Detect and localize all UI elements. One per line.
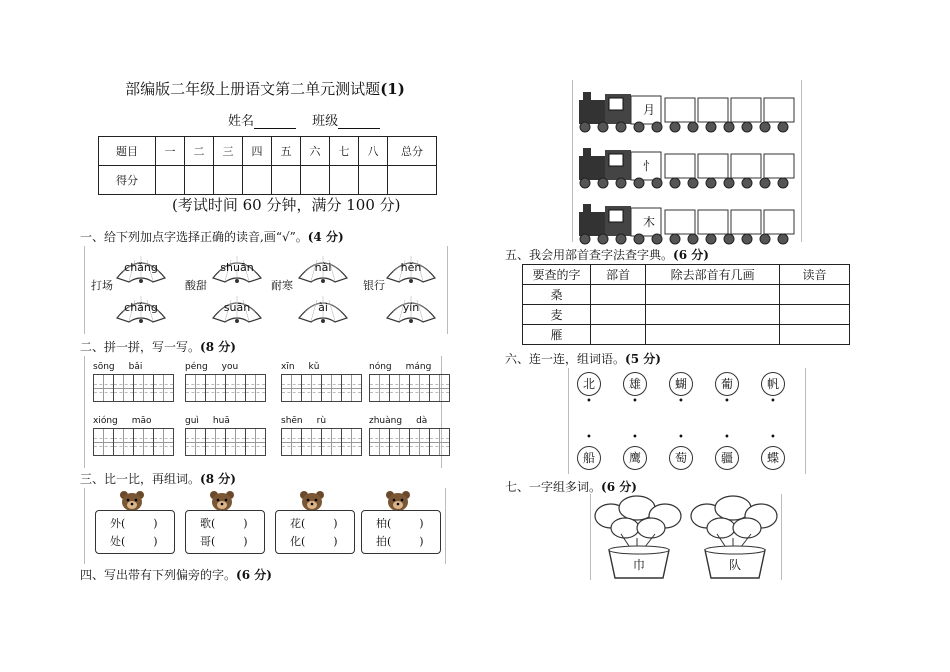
- writing-cell[interactable]: [429, 428, 450, 456]
- dictionary-answer-cell[interactable]: [591, 305, 646, 325]
- target-word: 酸甜: [185, 279, 207, 292]
- dictionary-answer-cell[interactable]: [591, 325, 646, 345]
- pinyin-group: [369, 362, 449, 402]
- pinyin-group: [281, 416, 361, 456]
- section-7-text: 七、一字组多词。: [505, 480, 602, 494]
- dictionary-header-row: [523, 265, 850, 285]
- dictionary-row: [523, 285, 850, 305]
- close-paren: ): [333, 535, 338, 548]
- pinyin-syllable: shēn: [281, 416, 303, 426]
- pinyin-syllable: rù: [316, 416, 327, 426]
- pinyin-syllable: huā: [212, 416, 230, 426]
- section-6-text: 六、连一连，组词语。: [505, 352, 626, 366]
- close-paren: ): [419, 535, 424, 548]
- name-field[interactable]: [254, 116, 296, 129]
- dictionary-header-cell: 要查的字: [523, 265, 591, 285]
- writing-cell[interactable]: [153, 374, 174, 402]
- writing-cell[interactable]: [245, 374, 266, 402]
- page-title: [80, 78, 450, 99]
- match-char-circle[interactable]: 鹰: [623, 446, 647, 470]
- pinyin-fan[interactable]: [383, 292, 439, 324]
- pinyin-group: [185, 416, 265, 456]
- pinyin-fan[interactable]: [295, 292, 351, 324]
- section-5-text: 五、我会用部首查字法查字典。: [505, 248, 674, 262]
- close-paren: ): [153, 535, 158, 548]
- writing-cell[interactable]: [225, 374, 246, 402]
- connect-dot: •: [678, 432, 684, 443]
- dictionary-answer-cell[interactable]: [780, 325, 850, 345]
- compare-card: [361, 510, 441, 554]
- score-header-cell: 总分: [388, 137, 437, 166]
- connect-dot: •: [724, 396, 730, 407]
- section-6-score: (5 分): [625, 352, 661, 366]
- pinyin-row: [369, 416, 449, 428]
- close-paren: ): [243, 535, 248, 548]
- pinyin-writing-panel: [84, 356, 442, 468]
- writing-grid: [369, 374, 449, 402]
- time-note: (考试时间 60 分钟，满分 100 分): [172, 196, 401, 214]
- train-illustration: [577, 198, 797, 246]
- connect-dot: •: [586, 396, 592, 407]
- close-paren: ): [333, 517, 338, 530]
- connect-dot: •: [770, 396, 776, 407]
- pinyin-syllable: xióng: [93, 416, 118, 426]
- pinyin-fan[interactable]: [113, 252, 169, 284]
- writing-cell[interactable]: [369, 428, 390, 456]
- section-5-title: [505, 246, 709, 263]
- pinyin-fan[interactable]: [113, 292, 169, 324]
- score-label-cell: 得分: [99, 166, 156, 195]
- writing-grid: [93, 374, 173, 402]
- lookup-char: 桑: [523, 285, 591, 305]
- dictionary-answer-cell[interactable]: [780, 285, 850, 305]
- compare-char: 拍(: [376, 535, 392, 548]
- lookup-char: 雁: [523, 325, 591, 345]
- compare-char: 外(: [110, 517, 126, 530]
- section-3-text: 三、比一比，再组词。: [80, 472, 201, 486]
- writing-cell[interactable]: [341, 374, 362, 402]
- score-input-cell[interactable]: [301, 166, 330, 195]
- writing-grid: [369, 428, 449, 456]
- fan-pinyin: chǎng: [124, 261, 158, 274]
- dictionary-header-cell: 部首: [591, 265, 646, 285]
- pinyin-syllable: nóng: [369, 362, 392, 372]
- pot-char: 巾: [633, 558, 646, 572]
- writing-grid: [281, 374, 361, 402]
- section-4-title: [80, 566, 272, 583]
- compare-line[interactable]: [376, 515, 424, 531]
- pinyin-syllable: péng: [185, 362, 208, 372]
- pinyin-row: [369, 362, 449, 374]
- connect-dot: •: [770, 432, 776, 443]
- section-2-title: [80, 338, 236, 355]
- pinyin-group: [185, 362, 265, 402]
- train-illustration: [577, 86, 797, 134]
- writing-cell[interactable]: [185, 374, 206, 402]
- title-number: (1): [380, 80, 405, 98]
- score-input-cell[interactable]: [185, 166, 214, 195]
- match-char-circle[interactable]: 葡: [715, 372, 739, 396]
- writing-grid: [185, 428, 265, 456]
- writing-cell[interactable]: [341, 428, 362, 456]
- dictionary-header-cell: 除去部首有几画: [646, 265, 780, 285]
- pinyin-syllable: you: [221, 362, 239, 372]
- score-input-cell[interactable]: [214, 166, 243, 195]
- title-text: 部编版二年级上册语文第二单元测试题: [125, 80, 381, 98]
- dictionary-answer-cell[interactable]: [646, 285, 780, 305]
- writing-cell[interactable]: [133, 374, 154, 402]
- pinyin-syllable: sōng: [93, 362, 115, 372]
- fan-pinyin: yín: [402, 301, 420, 314]
- pinyin-row: [185, 416, 265, 428]
- section-3-title: [80, 470, 236, 487]
- fan-pinyin: hěn: [400, 261, 422, 274]
- section-1-title: [80, 228, 344, 245]
- score-input-cell[interactable]: [272, 166, 301, 195]
- compare-char: 哥(: [200, 535, 216, 548]
- score-header-cell: 七: [330, 137, 359, 166]
- pinyin-group: [93, 362, 173, 402]
- writing-cell[interactable]: [153, 428, 174, 456]
- target-word: 银行: [363, 279, 385, 292]
- compare-char: 柏(: [376, 517, 392, 530]
- writing-cell[interactable]: [93, 428, 114, 456]
- train-illustration: [577, 142, 797, 190]
- fan-pinyin: ài: [318, 301, 328, 314]
- section-5-score: (6 分): [673, 248, 709, 262]
- section-4-text: 四、写出带有下列偏旁的字。: [80, 568, 237, 582]
- pinyin-row: [93, 416, 173, 428]
- match-char-circle[interactable]: 船: [577, 446, 601, 470]
- score-input-cell[interactable]: [388, 166, 437, 195]
- score-input-cell[interactable]: [330, 166, 359, 195]
- section-4-score: (6 分): [236, 568, 272, 582]
- pot-char: 队: [729, 558, 742, 572]
- score-input-cell[interactable]: [156, 166, 185, 195]
- writing-grid: [93, 428, 173, 456]
- writing-cell[interactable]: [409, 428, 430, 456]
- pinyin-row: [93, 362, 173, 374]
- fan-pinyin: shuān: [220, 261, 254, 274]
- pinyin-syllable: bǎi: [128, 362, 143, 372]
- connect-dot: •: [632, 396, 638, 407]
- compare-char: 化(: [290, 535, 306, 548]
- writing-cell[interactable]: [389, 374, 410, 402]
- section-7-title: [505, 478, 637, 495]
- section-6-title: [505, 350, 661, 367]
- fan-pinyin: suān: [223, 301, 251, 314]
- writing-cell[interactable]: [225, 428, 246, 456]
- pinyin-syllable: māo: [131, 416, 152, 426]
- compare-line[interactable]: [376, 533, 424, 549]
- writing-cell[interactable]: [321, 428, 342, 456]
- dictionary-answer-cell[interactable]: [646, 325, 780, 345]
- writing-cell[interactable]: [205, 428, 226, 456]
- writing-cell[interactable]: [205, 374, 226, 402]
- writing-grid: [281, 428, 361, 456]
- writing-cell[interactable]: [93, 374, 114, 402]
- fan-pinyin: nài: [314, 261, 332, 274]
- dictionary-header-cell: 读音: [780, 265, 850, 285]
- pinyin-syllable: guì: [185, 416, 199, 426]
- writing-cell[interactable]: [389, 428, 410, 456]
- compare-line[interactable]: [110, 515, 158, 531]
- dictionary-answer-cell[interactable]: [780, 305, 850, 325]
- connect-dot: •: [724, 432, 730, 443]
- compare-words-panel: [84, 488, 446, 564]
- compare-line[interactable]: [110, 533, 158, 549]
- pinyin-syllable: kǔ: [308, 362, 320, 372]
- match-char-circle[interactable]: 蝶: [761, 446, 785, 470]
- section-7-score: (6 分): [601, 480, 637, 494]
- score-input-cell[interactable]: [359, 166, 388, 195]
- match-char-circle[interactable]: 北: [577, 372, 601, 396]
- compare-line[interactable]: [200, 515, 248, 531]
- score-header-cell: 四: [243, 137, 272, 166]
- writing-cell[interactable]: [281, 374, 302, 402]
- writing-cell[interactable]: [113, 374, 134, 402]
- writing-cell[interactable]: [185, 428, 206, 456]
- pinyin-row: [281, 362, 361, 374]
- compare-char: 花(: [290, 517, 306, 530]
- score-table: [98, 136, 437, 195]
- connect-dot: •: [678, 396, 684, 407]
- pinyin-row: [281, 416, 361, 428]
- section-1-text: 一、给下列加点字选择正确的读音,画“√”。: [80, 230, 308, 244]
- score-input-cell[interactable]: [243, 166, 272, 195]
- flower-pots-panel: [590, 494, 782, 580]
- score-header-cell: 三: [214, 137, 243, 166]
- dictionary-table: [522, 264, 850, 345]
- writing-cell[interactable]: [301, 428, 322, 456]
- close-paren: ): [419, 517, 424, 530]
- close-paren: ): [243, 517, 248, 530]
- pinyin-syllable: xīn: [281, 362, 295, 372]
- dictionary-row: [523, 325, 850, 345]
- match-char-circle[interactable]: 雄: [623, 372, 647, 396]
- match-char-circle[interactable]: 萄: [669, 446, 693, 470]
- compare-card: [95, 510, 175, 554]
- compare-line[interactable]: [290, 533, 338, 549]
- compare-card: [185, 510, 265, 554]
- writing-cell[interactable]: [321, 374, 342, 402]
- match-char-circle[interactable]: 帆: [761, 372, 785, 396]
- pinyin-group: [93, 416, 173, 456]
- match-words-panel: [568, 368, 806, 474]
- writing-cell[interactable]: [429, 374, 450, 402]
- pinyin-fan[interactable]: [295, 252, 351, 284]
- score-header-row: [99, 137, 437, 166]
- pinyin-choice-panel: [84, 246, 448, 334]
- dictionary-row: [523, 305, 850, 325]
- writing-cell[interactable]: [245, 428, 266, 456]
- radical-label: 木: [643, 215, 656, 229]
- compare-char: 处(: [110, 535, 126, 548]
- name-label: 姓名: [228, 114, 255, 129]
- writing-grid: [185, 374, 265, 402]
- writing-cell[interactable]: [281, 428, 302, 456]
- connect-dot: •: [586, 432, 592, 443]
- section-2-text: 二、拼一拼，写一写。: [80, 340, 201, 354]
- pinyin-syllable: máng: [405, 362, 432, 372]
- pinyin-syllable: zhuàng: [369, 416, 403, 426]
- score-header-cell: 一: [156, 137, 185, 166]
- pinyin-group: [281, 362, 361, 402]
- compare-card: [275, 510, 355, 554]
- close-paren: ): [153, 517, 158, 530]
- match-char-circle[interactable]: 疆: [715, 446, 739, 470]
- score-value-row: [99, 166, 437, 195]
- class-label: 班级: [312, 114, 339, 129]
- writing-cell[interactable]: [133, 428, 154, 456]
- pinyin-fan[interactable]: [209, 292, 265, 324]
- match-char-circle[interactable]: 蝴: [669, 372, 693, 396]
- section-2-score: (8 分): [200, 340, 236, 354]
- dictionary-answer-cell[interactable]: [591, 285, 646, 305]
- compare-char: 歌(: [200, 517, 216, 530]
- compare-line[interactable]: [290, 515, 338, 531]
- section-1-score: (4 分): [307, 230, 344, 244]
- pinyin-syllable: dà: [416, 416, 428, 426]
- compare-line[interactable]: [200, 533, 248, 549]
- score-header-cell: 八: [359, 137, 388, 166]
- pinyin-group: [369, 416, 449, 456]
- target-word: 打场: [91, 279, 113, 292]
- score-header-cell: 五: [272, 137, 301, 166]
- pinyin-row: [185, 362, 265, 374]
- dictionary-answer-cell[interactable]: [646, 305, 780, 325]
- writing-cell[interactable]: [113, 428, 134, 456]
- radical-trains-panel: [572, 80, 802, 242]
- section-3-score: (8 分): [200, 472, 236, 486]
- target-word: 耐寒: [271, 279, 293, 292]
- score-header-cell: 题目: [99, 137, 156, 166]
- score-header-cell: 二: [185, 137, 214, 166]
- radical-label: 忄: [643, 159, 656, 173]
- writing-cell[interactable]: [369, 374, 390, 402]
- writing-cell[interactable]: [301, 374, 322, 402]
- fan-pinyin: cháng: [124, 301, 158, 314]
- lookup-char: 麦: [523, 305, 591, 325]
- radical-label: 月: [643, 103, 656, 117]
- pinyin-fan[interactable]: [383, 252, 439, 284]
- writing-cell[interactable]: [409, 374, 430, 402]
- class-field[interactable]: [338, 116, 380, 129]
- score-header-cell: 六: [301, 137, 330, 166]
- pinyin-fan[interactable]: [209, 252, 265, 284]
- connect-dot: •: [632, 432, 638, 443]
- name-class-row: [228, 110, 392, 129]
